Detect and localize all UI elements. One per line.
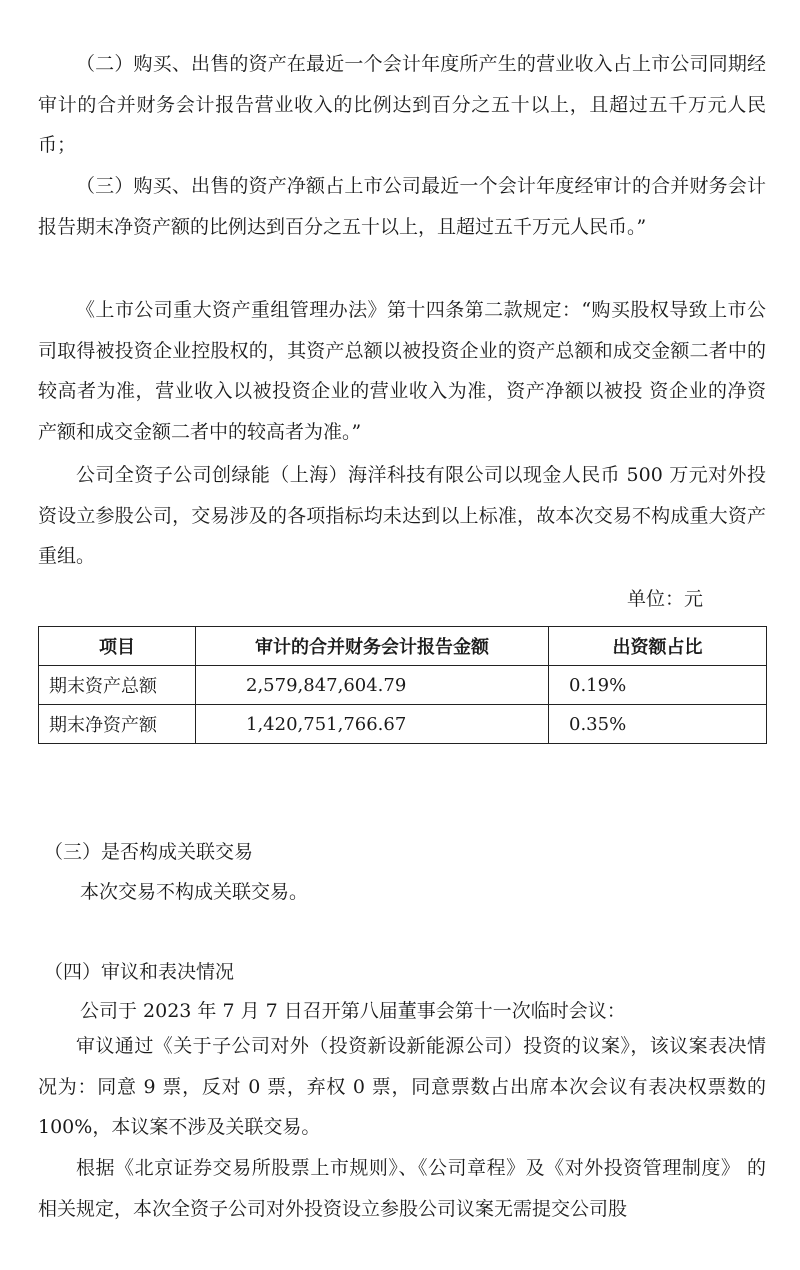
unit-label: 单位：元 — [627, 588, 704, 610]
header-item: 项目 — [39, 627, 196, 666]
paragraph-revenue-criterion: （二）购买、出售的资产在最近一个会计年度所产生的营业收入占上市公司同期经审计的合并财务会计报告营业收入的比例达到百分之五十以上，且超过五千万元人民币； — [38, 53, 766, 156]
board-meeting-line: 公司于 2023 年 7 月 7 日召开第八届董事会第十一次临时会议： — [80, 1000, 626, 1022]
header-amount: 审计的合并财务会计报告金额 — [196, 627, 549, 666]
row-item: 期末资产总额 — [39, 666, 196, 705]
table-header-row — [39, 627, 767, 666]
section-heading-related-transaction: （三）是否构成关联交易 — [44, 841, 254, 863]
financial-table — [38, 626, 767, 744]
paragraph-regulation-article: 《上市公司重大资产重组管理办法》第十四条第二款规定：“购买股权导致上市公司取得被投资企业控股权的，其资产总额以被投资企业的资产总额和成交金额二者中的较高者为准，营业收入以被投资企业的营业收入为准，资产净额以被投 资企业的净资产额和成交金额二者中的较高者为准。” — [38, 299, 766, 443]
section-heading-review-vote: （四）审议和表决情况 — [44, 961, 235, 983]
table-row — [39, 705, 767, 744]
table-row — [39, 666, 767, 705]
row-amount: 2,579,847,604.79 — [196, 666, 549, 705]
paragraph-investment-summary: 公司全资子公司创绿能（上海）海洋科技有限公司以现金人民币 500 万元对外投资设立参股公司，交易涉及的各项指标均未达到以上标准，故本次交易不构成重大资产重组。 — [38, 464, 766, 567]
row-ratio: 0.19% — [549, 666, 767, 705]
row-amount: 1,420,751,766.67 — [196, 705, 549, 744]
header-ratio: 出资额占比 — [549, 627, 767, 666]
related-transaction-text: 本次交易不构成关联交易。 — [80, 881, 309, 903]
paragraph-net-asset-criterion: （三）购买、出售的资产净额占上市公司最近一个会计年度经审计的合并财务会计报告期末净资产额的比例达到百分之五十以上，且超过五千万元人民币。” — [38, 175, 766, 238]
row-item: 期末净资产额 — [39, 705, 196, 744]
row-ratio: 0.35% — [549, 705, 767, 744]
paragraph-rules-basis: 根据《北京证券交易所股票上市规则》、《公司章程》及《对外投资管理制度》 的相关规定，本次全资子公司对外投资设立参股公司议案无需提交公司股 — [38, 1157, 766, 1220]
paragraph-vote-result: 审议通过《关于子公司对外（投资新设新能源公司）投资的议案》，该议案表决情况为：同意 9 票，反对 0 票，弃权 0 票，同意票数占出席本次会议有表决权票数的 100%，本议案不涉及关联交易。 — [38, 1035, 766, 1138]
